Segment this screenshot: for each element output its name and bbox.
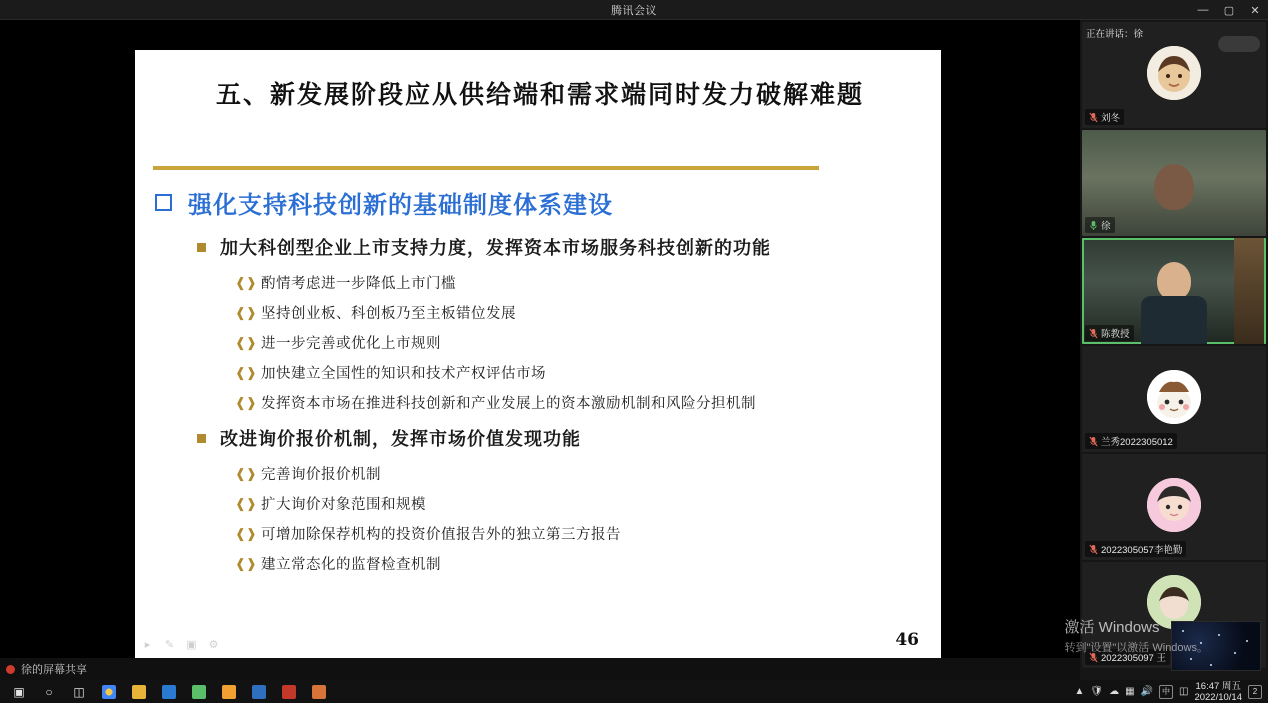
meeting-icon[interactable]	[154, 680, 184, 703]
curl-bullet-icon: ❰❱	[235, 495, 257, 511]
curl-bullet-icon: ❰❱	[235, 334, 257, 350]
participant-tile[interactable]	[1082, 22, 1266, 128]
status-pill	[1218, 36, 1260, 52]
participant-namebar	[1085, 433, 1177, 449]
notification-icon[interactable]: 2	[1248, 685, 1262, 699]
show-hidden-icon[interactable]: ▲	[1074, 686, 1085, 697]
participant-namebar	[1085, 217, 1115, 233]
windows-taskbar	[0, 680, 1268, 703]
chrome-icon[interactable]	[94, 680, 124, 703]
task-view-icon[interactable]: ◫	[73, 684, 85, 699]
slide-level2-text: 改进询价报价机制，发挥市场价值发现功能	[220, 429, 581, 450]
menu-icon[interactable]: ⚙	[208, 639, 219, 651]
slide-level3-text: 加快建立全国性的知识和技术产权评估市场	[261, 366, 546, 382]
screen-share-label: 徐的屏幕共享	[21, 664, 87, 676]
slide-icon[interactable]: ▣	[186, 639, 197, 651]
recording-dot-icon	[6, 665, 15, 674]
pen-icon[interactable]: ✎	[164, 639, 175, 651]
floating-video-thumbnail[interactable]	[1171, 621, 1261, 671]
clock-date: 2022/10/14	[1194, 691, 1242, 703]
window-controls	[1190, 0, 1268, 20]
participant-tile[interactable]	[1082, 238, 1266, 344]
slide-level1-bullet	[155, 185, 925, 220]
participant-namebar	[1085, 541, 1186, 557]
slide-level3-bullet	[235, 523, 935, 544]
mic-muted-icon	[1089, 112, 1098, 123]
slide-level2-bullet	[197, 425, 937, 451]
slide-level2-bullet	[197, 234, 937, 260]
curl-bullet-icon: ❰❱	[235, 394, 257, 410]
curl-bullet-icon: ❰❱	[235, 465, 257, 481]
participant-tile[interactable]	[1082, 454, 1266, 560]
window-title: 腾讯会议	[611, 4, 657, 17]
slide-level3-bullet	[235, 302, 935, 323]
ime-icon[interactable]: 中	[1159, 685, 1173, 699]
person-torso	[1141, 296, 1207, 344]
slide-level3-bullet	[235, 553, 935, 574]
person-silhouette	[1157, 262, 1191, 300]
slide-level3-bullet	[235, 392, 935, 413]
filled-square-bullet-icon	[197, 434, 206, 443]
taskbar-icons	[0, 680, 334, 703]
slide-toolbar	[141, 639, 220, 652]
screen-share-banner	[0, 658, 1080, 680]
participant-tile[interactable]	[1082, 346, 1266, 452]
participant-name: 刘冬	[1101, 113, 1121, 124]
curl-bullet-icon: ❰❱	[235, 364, 257, 380]
slide-level2-text: 加大科创型企业上市支持力度，发挥资本市场服务科技创新的功能	[220, 238, 771, 259]
slide-level3-text: 完善询价报价机制	[261, 467, 381, 483]
slide-level3-text: 进一步完善或优化上市规则	[261, 336, 441, 352]
person-silhouette	[1154, 164, 1194, 210]
clock-time: 16:47 周五	[1195, 680, 1241, 692]
slide-level3-bullet	[235, 493, 935, 514]
maximize-button[interactable]: ▢	[1223, 4, 1235, 17]
system-tray	[1074, 681, 1268, 703]
curl-bullet-icon: ❰❱	[235, 525, 257, 541]
taskbar-clock[interactable]	[1194, 681, 1242, 703]
minimize-button[interactable]: —	[1197, 4, 1209, 16]
curl-bullet-icon: ❰❱	[235, 555, 257, 571]
wps-presentation-icon[interactable]	[274, 680, 304, 703]
folder-icon[interactable]	[124, 680, 154, 703]
volume-icon[interactable]: 🔊	[1140, 686, 1153, 697]
slide-level3-bullet	[235, 362, 935, 383]
slide-level3-bullet	[235, 272, 935, 293]
app-icon[interactable]	[304, 680, 334, 703]
store-icon[interactable]	[214, 680, 244, 703]
pointer-icon[interactable]: ▸	[144, 639, 151, 651]
slide-level3-bullet	[235, 332, 935, 353]
participant-namebar	[1085, 649, 1170, 665]
shield-icon[interactable]: 🛡	[1090, 686, 1104, 697]
participant-name: 2022305097 王	[1101, 653, 1166, 664]
slide-title: 五、新发展阶段应从供给端和需求端同时发力破解难题	[215, 80, 864, 109]
slide-level3-text: 酌情考虑进一步降低上市门槛	[261, 276, 456, 292]
participant-name: 兰秀2022305012	[1101, 437, 1173, 448]
participant-namebar	[1085, 325, 1134, 341]
mic-muted-icon	[1089, 328, 1098, 339]
participant-rail	[1080, 20, 1268, 680]
cartoon-avatar-icon	[1147, 370, 1201, 424]
slide-level3-text: 发挥资本市场在推进科技创新和产业发展上的资本激励机制和风险分担机制	[261, 396, 756, 412]
participant-tile[interactable]	[1082, 130, 1266, 236]
presentation-slide	[135, 50, 941, 668]
watermark-line1: 激活 Windows	[1064, 619, 1160, 636]
window-titlebar	[0, 0, 1268, 20]
active-speaker-label: 正在讲话：徐	[1086, 29, 1144, 40]
close-button[interactable]: ✕	[1250, 4, 1260, 17]
participant-namebar	[1085, 109, 1124, 125]
slide-page-number: 46	[895, 630, 919, 650]
photo-avatar-icon	[1147, 478, 1201, 532]
participant-name: 徐	[1101, 221, 1111, 232]
participant-name: 陈教授	[1101, 329, 1130, 340]
mic-muted-icon	[1089, 652, 1098, 663]
bookshelf-background	[1234, 238, 1264, 344]
avatar	[1147, 46, 1201, 100]
title-underline	[153, 166, 819, 170]
cartoon-avatar-icon	[1147, 46, 1201, 100]
hollow-square-bullet-icon	[155, 194, 172, 211]
battery-icon[interactable]: ◫	[1179, 686, 1189, 697]
slide-level1-text: 强化支持科技创新的基础制度体系建设	[188, 191, 613, 219]
slide-level3-text: 扩大询价对象范围和规模	[261, 497, 426, 513]
slide-level3-bullet	[235, 463, 935, 484]
mic-muted-icon	[1089, 544, 1098, 555]
mic-active-icon	[1089, 220, 1098, 231]
network-icon[interactable]: ▦	[1125, 686, 1135, 697]
search-icon[interactable]: ○	[45, 684, 53, 699]
slide-level3-text: 坚持创业板、科创板乃至主板错位发展	[261, 306, 516, 322]
avatar	[1147, 370, 1201, 424]
cloud-icon[interactable]: ☁	[1109, 686, 1120, 697]
mail-icon[interactable]	[184, 680, 214, 703]
filled-square-bullet-icon	[197, 243, 206, 252]
wps-writer-icon[interactable]	[244, 680, 274, 703]
curl-bullet-icon: ❰❱	[235, 274, 257, 290]
participant-name: 2022305057李艳勤	[1101, 545, 1183, 556]
windows-start-icon[interactable]: ▣	[13, 684, 25, 699]
slide-level3-text: 建立常态化的监督检查机制	[261, 557, 441, 573]
avatar	[1147, 478, 1201, 532]
shared-screen-stage	[0, 20, 1080, 680]
curl-bullet-icon: ❰❱	[235, 304, 257, 320]
slide-level3-text: 可增加除保荐机构的投资价值报告外的独立第三方报告	[261, 527, 621, 543]
mic-muted-icon	[1089, 436, 1098, 447]
watermark-line2: 转到"设置"以激活 Windows。	[1064, 642, 1208, 654]
